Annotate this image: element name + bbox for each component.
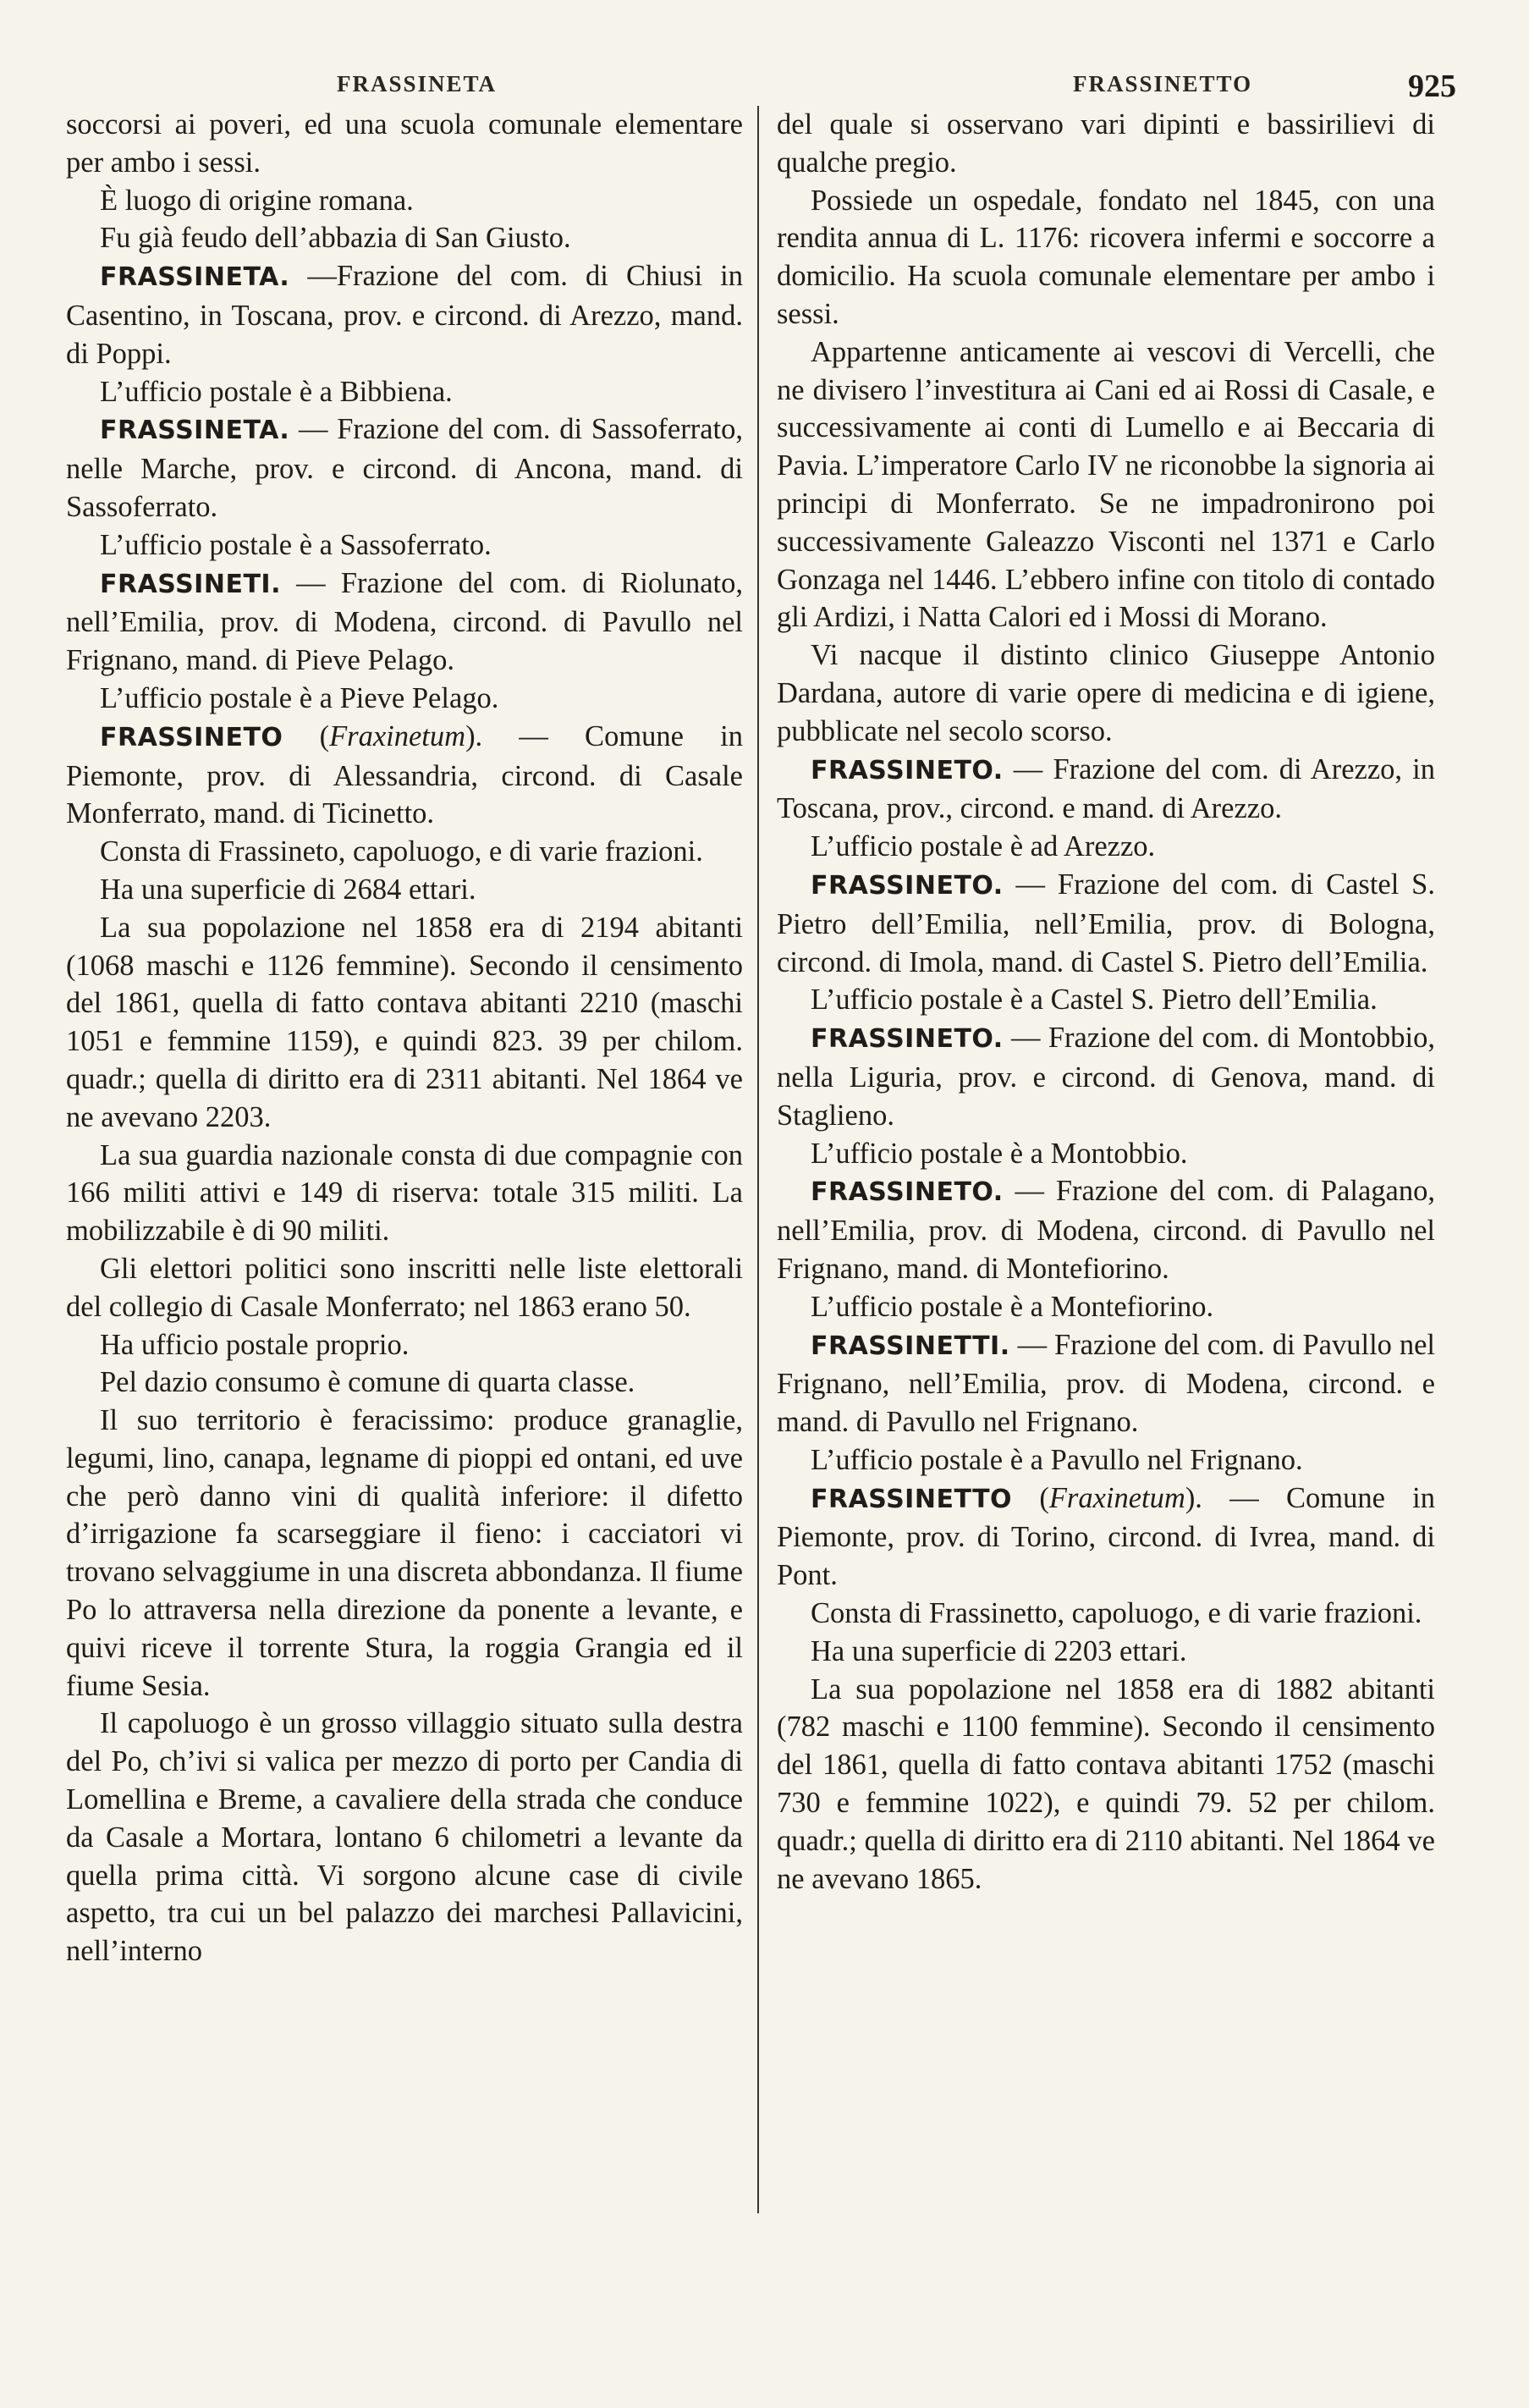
entry-headword: FRASSINETO.: [811, 870, 1004, 901]
paragraph: Consta di Frassinetto, capoluogo, e di varie frazioni.: [811, 1597, 1422, 1630]
postal-note: L’ufficio postale è a Sassoferrato.: [100, 528, 492, 561]
entry: [777, 866, 1435, 981]
column-divider: [757, 106, 759, 2213]
entry: FRASSINETTO (Fraxinetum). — Comune in Piemonte, prov. di Torino, circond. di Ivrea, mand. di Pont.: [777, 1481, 1436, 1592]
postal-note: L’ufficio postale è a Bibbiena.: [100, 375, 453, 408]
paragraph: La sua guardia nazionale consta di due compagnie con 166 militi attivi e 149 di riserva: totale 315 militi. La mobilizzabile è di 90 militi.: [66, 1138, 743, 1248]
paragraph: Ha una superficie di 2684 ettari.: [100, 873, 476, 906]
entry-headword: FRASSINETO.: [811, 1177, 1004, 1208]
latin-name: Fraxinetum: [1048, 1481, 1185, 1514]
entry-headword: FRASSINETO.: [811, 755, 1004, 785]
paragraph: Pel dazio consumo è comune di quarta classe.: [100, 1366, 635, 1399]
latin-name: Fraxinetum: [329, 719, 466, 752]
entry: [66, 411, 743, 526]
entry-text: — Frazione del com. di Palagano, nell’Emilia, prov. di Modena, circond. di Pavullo nel Frignano, mand. di Montefiorino.: [777, 1175, 1435, 1285]
entry: [66, 257, 743, 372]
entry-text: — Frazione del com. di Castel S. Pietro dell’Emilia, nell’Emilia, prov. di Bologna, circond. di Imola, mand. di Castel S. Pietro dell’Emilia.: [777, 868, 1435, 978]
entry-headword: FRASSINETO.: [811, 1024, 1004, 1055]
postal-note: L’ufficio postale è a Montobbio.: [811, 1137, 1188, 1170]
entry-headword: FRASSINETA.: [100, 416, 290, 446]
entry-text: —Frazione del com. di Chiusi in Casentino, in Toscana, prov. e circond. di Arezzo, mand. di Poppi.: [66, 260, 743, 370]
paragraph: del quale si osservano vari dipinti e bassirilievi di qualche pregio.: [777, 108, 1435, 179]
entry-text: ). — Comune in Piemonte, prov. di Torino, circond. di Ivrea, mand. di Pont.: [777, 1481, 1436, 1592]
postal-note: L’ufficio postale è a Pieve Pelago.: [100, 681, 499, 714]
paragraph: Il suo territorio è feracissimo: produce granaglie, legumi, lino, canapa, legname di pioppi ed ontani, ed uve che però danno vini di qualità inferiore: il difetto d’irrigazione fa scarseggiare il fieno: i cacciatori vi trovano selvaggiume in una discreta abbondanza. Il fiume Po lo attraversa nella direzione da ponente a levante, e quivi riceve il torrente Stura, la roggia Grangia ed il fiume Sesia.: [66, 1404, 743, 1702]
entry-text: — Frazione del com. di Arezzo, in Toscana, prov., circond. e mand. di Arezzo.: [777, 752, 1435, 825]
paragraph: Gli elettori politici sono inscritti nelle liste elettorali del collegio di Casale Monferrato; nel 1863 erano 50.: [66, 1252, 743, 1323]
paragraph: Consta di Frassineto, capoluogo, e di varie frazioni.: [100, 835, 703, 868]
paragraph: È luogo di origine romana.: [100, 184, 414, 217]
entry: FRASSINETO (Fraxinetum). — Comune in Piemonte, prov. di Alessandria, circond. di Casale Monferrato, mand. di Ticinetto.: [66, 719, 743, 830]
left-column: [66, 106, 743, 1970]
entry: [66, 565, 743, 680]
paragraph: La sua popolazione nel 1858 era di 2194 abitanti (1068 maschi e 1126 femmine). Secondo il censimento del 1861, quella di fatto contava abitanti 2210 (maschi 1051 e femmine 1159), e quindi 823. 39 per chilom. quadr.; quella di diritto era di 2311 abitanti. Nel 1864 ve ne avevano 2203.: [66, 911, 743, 1133]
entry-headword: FRASSINETA.: [100, 262, 290, 293]
entry: [777, 1019, 1435, 1134]
entry: [777, 751, 1435, 829]
paragraph: Il capoluogo è un grosso villaggio situato sulla destra del Po, ch’ivi si valica per mezzo di porto per Candia di Lomellina e Breme, a cavaliere della strada che conduce da Casale a Mortara, lontano 6 chilometri a levante da quella prima città. Vi sorgono alcune case di civile aspetto, tra cui un bel palazzo dei marchesi Pallavicini, nell’interno: [66, 1707, 743, 1968]
paragraph: La sua popolazione nel 1858 era di 1882 abitanti (782 maschi e 1100 femmine). Secondo il censimento del 1861, quella di fatto contava abitanti 1752 (maschi 730 e femmine 1022), e quindi 79. 52 per chilom. quadr.; quella di diritto era di 2110 abitanti. Nel 1864 ve ne avevano 1865.: [777, 1672, 1435, 1895]
paragraph: Ha una superficie di 2203 ettari.: [811, 1634, 1187, 1667]
paragraph: Possiede un ospedale, fondato nel 1845, con una rendita annua di L. 1176: ricovera infermi e soccorre a domicilio. Ha scuola comunale elementare per ambo i sessi.: [777, 184, 1435, 330]
entry-text: — Frazione del com. di Pavullo nel Frignano, nell’Emilia, prov. di Modena, circond. e mand. di Pavullo nel Frignano.: [777, 1328, 1435, 1439]
entry-headword: FRASSINETTI.: [811, 1331, 1010, 1361]
entry-text: — Frazione del com. di Riolunato, nell’Emilia, prov. di Modena, circond. di Pavullo nel Frignano, mand. di Pieve Pelago.: [66, 566, 743, 677]
entry-text: — Frazione del com. di Montobbio, nella Liguria, prov. e circond. di Genova, mand. di Staglieno.: [777, 1022, 1435, 1132]
right-column: [777, 106, 1435, 1898]
entry-headword: FRASSINETTO: [811, 1484, 1013, 1514]
paragraph: Appartenne anticamente ai vescovi di Vercelli, che ne divisero l’investitura ai Cani ed ai Rossi di Casale, e successivamente ai conti di Lumello e ai Beccaria di Pavia. L’imperatore Carlo IV ne riconobbe la signoria ai principi di Monferrato. Se ne impadronirono poi successivamente Galeazzo Visconti nel 1371 e Carlo Gonzaga nel 1446. L’ebbero infine con titolo di contado gli Ardizi, i Natta Calori ed i Mossi di Morano.: [777, 335, 1435, 634]
page-number: 925: [1408, 69, 1456, 104]
entry: [777, 1326, 1435, 1441]
entry-text: — Frazione del com. di Sassoferrato, nelle Marche, prov. e circond. di Ancona, mand. di Sassoferrato.: [66, 413, 743, 523]
paragraph: Ha ufficio postale proprio.: [100, 1328, 410, 1361]
running-header-left: FRASSINETA: [337, 71, 498, 96]
entry-headword: FRASSINETI.: [100, 569, 281, 599]
paragraph: soccorsi ai poveri, ed una scuola comunale elementare per ambo i sessi.: [66, 108, 743, 179]
postal-note: L’ufficio postale è a Montefiorino.: [811, 1290, 1214, 1323]
postal-note: L’ufficio postale è a Castel S. Pietro dell’Emilia.: [811, 984, 1378, 1017]
entry-text: ). — Comune in Piemonte, prov. di Alessandria, circond. di Casale Monferrato, mand. di Ticinetto.: [66, 719, 743, 830]
entry: [777, 1172, 1435, 1287]
paragraph: Vi nacque il distinto clinico Giuseppe Antonio Dardana, autore di varie opere di medicina e di igiene, pubblicate nel secolo scorso.: [777, 639, 1435, 747]
postal-note: L’ufficio postale è ad Arezzo.: [811, 830, 1156, 863]
running-header-right: FRASSINETTO: [1073, 71, 1253, 96]
postal-note: L’ufficio postale è a Pavullo nel Frignano.: [811, 1443, 1303, 1476]
entry-headword: FRASSINETO: [100, 722, 283, 752]
paragraph: Fu già feudo dell’abbazia di San Giusto.: [100, 222, 571, 255]
